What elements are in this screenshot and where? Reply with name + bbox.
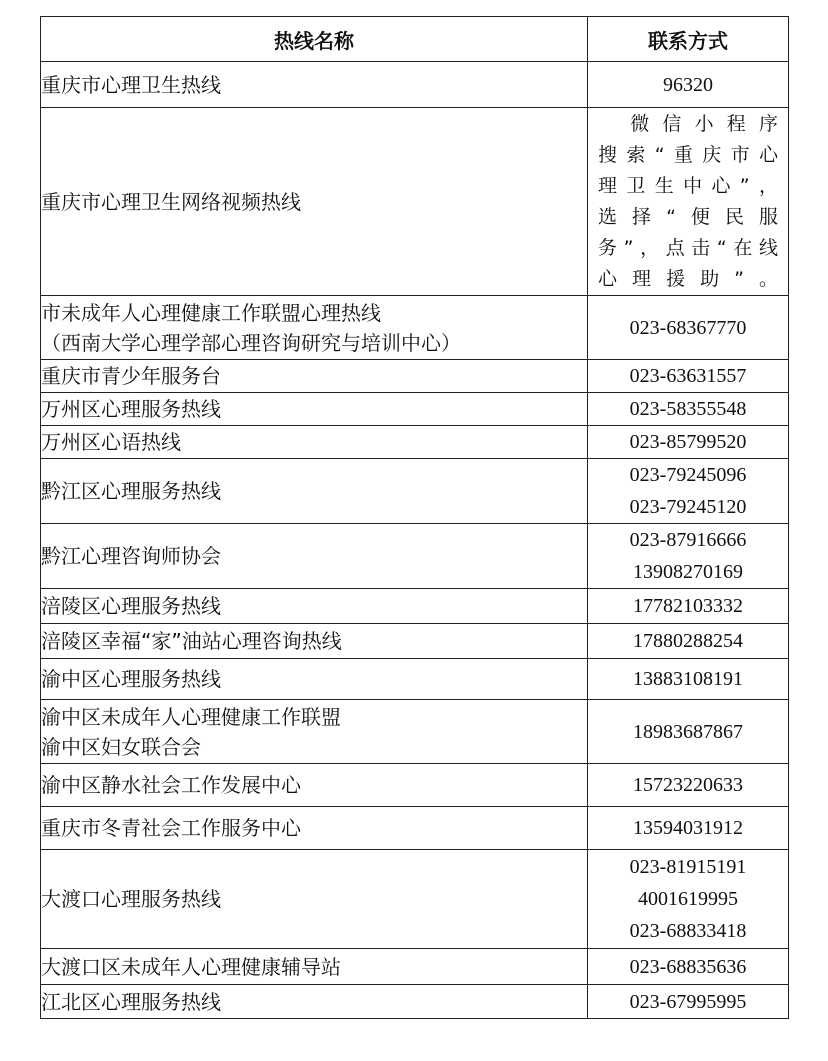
contact-cell <box>588 589 789 624</box>
table-row <box>41 108 789 296</box>
phone-number: 023-87916666 <box>629 529 747 551</box>
hotline-name: 大渡口区未成年人心理健康辅导站 <box>41 954 341 979</box>
contact-note-line: 务”，点击“在线 <box>598 237 778 259</box>
hotline-name: （西南大学心理学部心理咨询研究与培训中心） <box>41 330 461 355</box>
hotline-name: 渝中区静水社会工作发展中心 <box>41 773 301 797</box>
hotline-name: 江北区心理服务热线 <box>41 989 221 1014</box>
hotline-name: 市未成年人心理健康工作联盟心理热线 <box>41 300 381 325</box>
hotline-name: 涪陵区幸福“家”油站心理咨询热线 <box>41 629 342 653</box>
phone-number: 023-68835636 <box>629 955 747 978</box>
phone-number: 023-81915191 <box>629 856 747 878</box>
hotline-name: 重庆市青少年服务台 <box>41 364 221 388</box>
hotline-name-cell <box>41 426 588 459</box>
contact-cell <box>588 426 789 459</box>
table-row <box>41 426 789 459</box>
contact-note-line: 理卫生中心”， <box>598 175 778 197</box>
table-row <box>41 850 789 949</box>
hotline-name: 重庆市心理卫生网络视频热线 <box>41 189 301 214</box>
contact-cell <box>588 393 789 426</box>
table-row <box>41 807 789 850</box>
table-row <box>41 764 789 807</box>
table-row <box>41 659 789 700</box>
hotline-name-cell <box>41 700 588 764</box>
contact-cell <box>588 296 789 360</box>
phone-number: 023-85799520 <box>629 431 747 453</box>
phone-number: 13883108191 <box>633 668 743 690</box>
hotline-name-cell <box>41 108 588 296</box>
hotline-name-cell <box>41 807 588 850</box>
hotline-name: 重庆市冬青社会工作服务中心 <box>41 816 301 840</box>
column-header-contact: 联系方式 <box>588 17 789 62</box>
hotline-name: 涪陵区心理服务热线 <box>41 594 221 618</box>
column-header-name: 热线名称 <box>41 17 588 62</box>
phone-number: 023-58355548 <box>629 398 747 420</box>
hotline-name-cell <box>41 524 588 589</box>
contact-cell <box>588 524 789 589</box>
hotline-document <box>40 16 788 1019</box>
phone-number: 023-63631557 <box>629 365 747 387</box>
hotline-name: 渝中区心理服务热线 <box>41 667 221 691</box>
hotline-name-cell <box>41 949 588 985</box>
contact-cell <box>588 360 789 393</box>
table-row <box>41 459 789 524</box>
contact-cell <box>588 108 789 296</box>
hotline-name: 大渡口心理服务热线 <box>41 887 221 911</box>
hotline-name-cell <box>41 659 588 700</box>
table-row <box>41 949 789 985</box>
phone-number: 15723220633 <box>633 774 743 796</box>
contact-cell <box>588 62 789 108</box>
contact-cell <box>588 807 789 850</box>
table-row <box>41 624 789 659</box>
phone-number: 023-68833418 <box>629 920 747 942</box>
hotline-name: 渝中区未成年人心理健康工作联盟 <box>41 704 341 729</box>
hotline-name-cell <box>41 850 588 949</box>
phone-number: 17880288254 <box>633 630 743 652</box>
contact-cell <box>588 624 789 659</box>
phone-number: 13908270169 <box>633 561 743 583</box>
contact-cell <box>588 659 789 700</box>
hotline-name-cell <box>41 764 588 807</box>
phone-number: 4001619995 <box>638 888 738 910</box>
table-row <box>41 985 789 1019</box>
phone-number: 023-79245120 <box>629 496 747 518</box>
hotline-table <box>40 16 789 1019</box>
hotline-name: 黔江心理咨询师协会 <box>41 544 221 568</box>
phone-number: 023-79245096 <box>629 464 747 486</box>
hotline-name: 渝中区妇女联合会 <box>41 734 201 759</box>
phone-number: 96320 <box>663 73 713 96</box>
contact-cell <box>588 700 789 764</box>
contact-note-line: 选择“便民服 <box>598 206 778 228</box>
hotline-name: 万州区心理服务热线 <box>41 397 221 421</box>
contact-cell <box>588 949 789 985</box>
table-row <box>41 589 789 624</box>
phone-number: 17782103332 <box>633 595 743 617</box>
hotline-name-cell <box>41 589 588 624</box>
contact-cell <box>588 459 789 524</box>
table-row <box>41 393 789 426</box>
phone-number: 18983687867 <box>633 720 743 743</box>
phone-number: 023-67995995 <box>629 990 747 1013</box>
contact-cell <box>588 764 789 807</box>
hotline-name: 重庆市心理卫生热线 <box>41 72 221 97</box>
hotline-name: 黔江区心理服务热线 <box>41 479 221 503</box>
hotline-name-cell <box>41 360 588 393</box>
hotline-name-cell <box>41 393 588 426</box>
contact-cell <box>588 985 789 1019</box>
contact-note-line: 搜索“重庆市心 <box>598 144 778 166</box>
hotline-name-cell <box>41 985 588 1019</box>
table-row <box>41 62 789 108</box>
hotline-name-cell <box>41 296 588 360</box>
contact-note-line: 微信小程序 <box>598 113 778 135</box>
hotline-name-cell <box>41 62 588 108</box>
hotline-name-cell <box>41 459 588 524</box>
table-row <box>41 360 789 393</box>
table-header-row <box>41 17 789 62</box>
contact-note-line: 心理援助”。 <box>598 268 778 290</box>
phone-number: 13594031912 <box>633 817 743 839</box>
contact-cell <box>588 850 789 949</box>
hotline-name-cell <box>41 624 588 659</box>
table-row <box>41 524 789 589</box>
hotline-name: 万州区心语热线 <box>41 430 181 454</box>
table-row <box>41 296 789 360</box>
table-row <box>41 700 789 764</box>
phone-number: 023-68367770 <box>629 316 747 339</box>
